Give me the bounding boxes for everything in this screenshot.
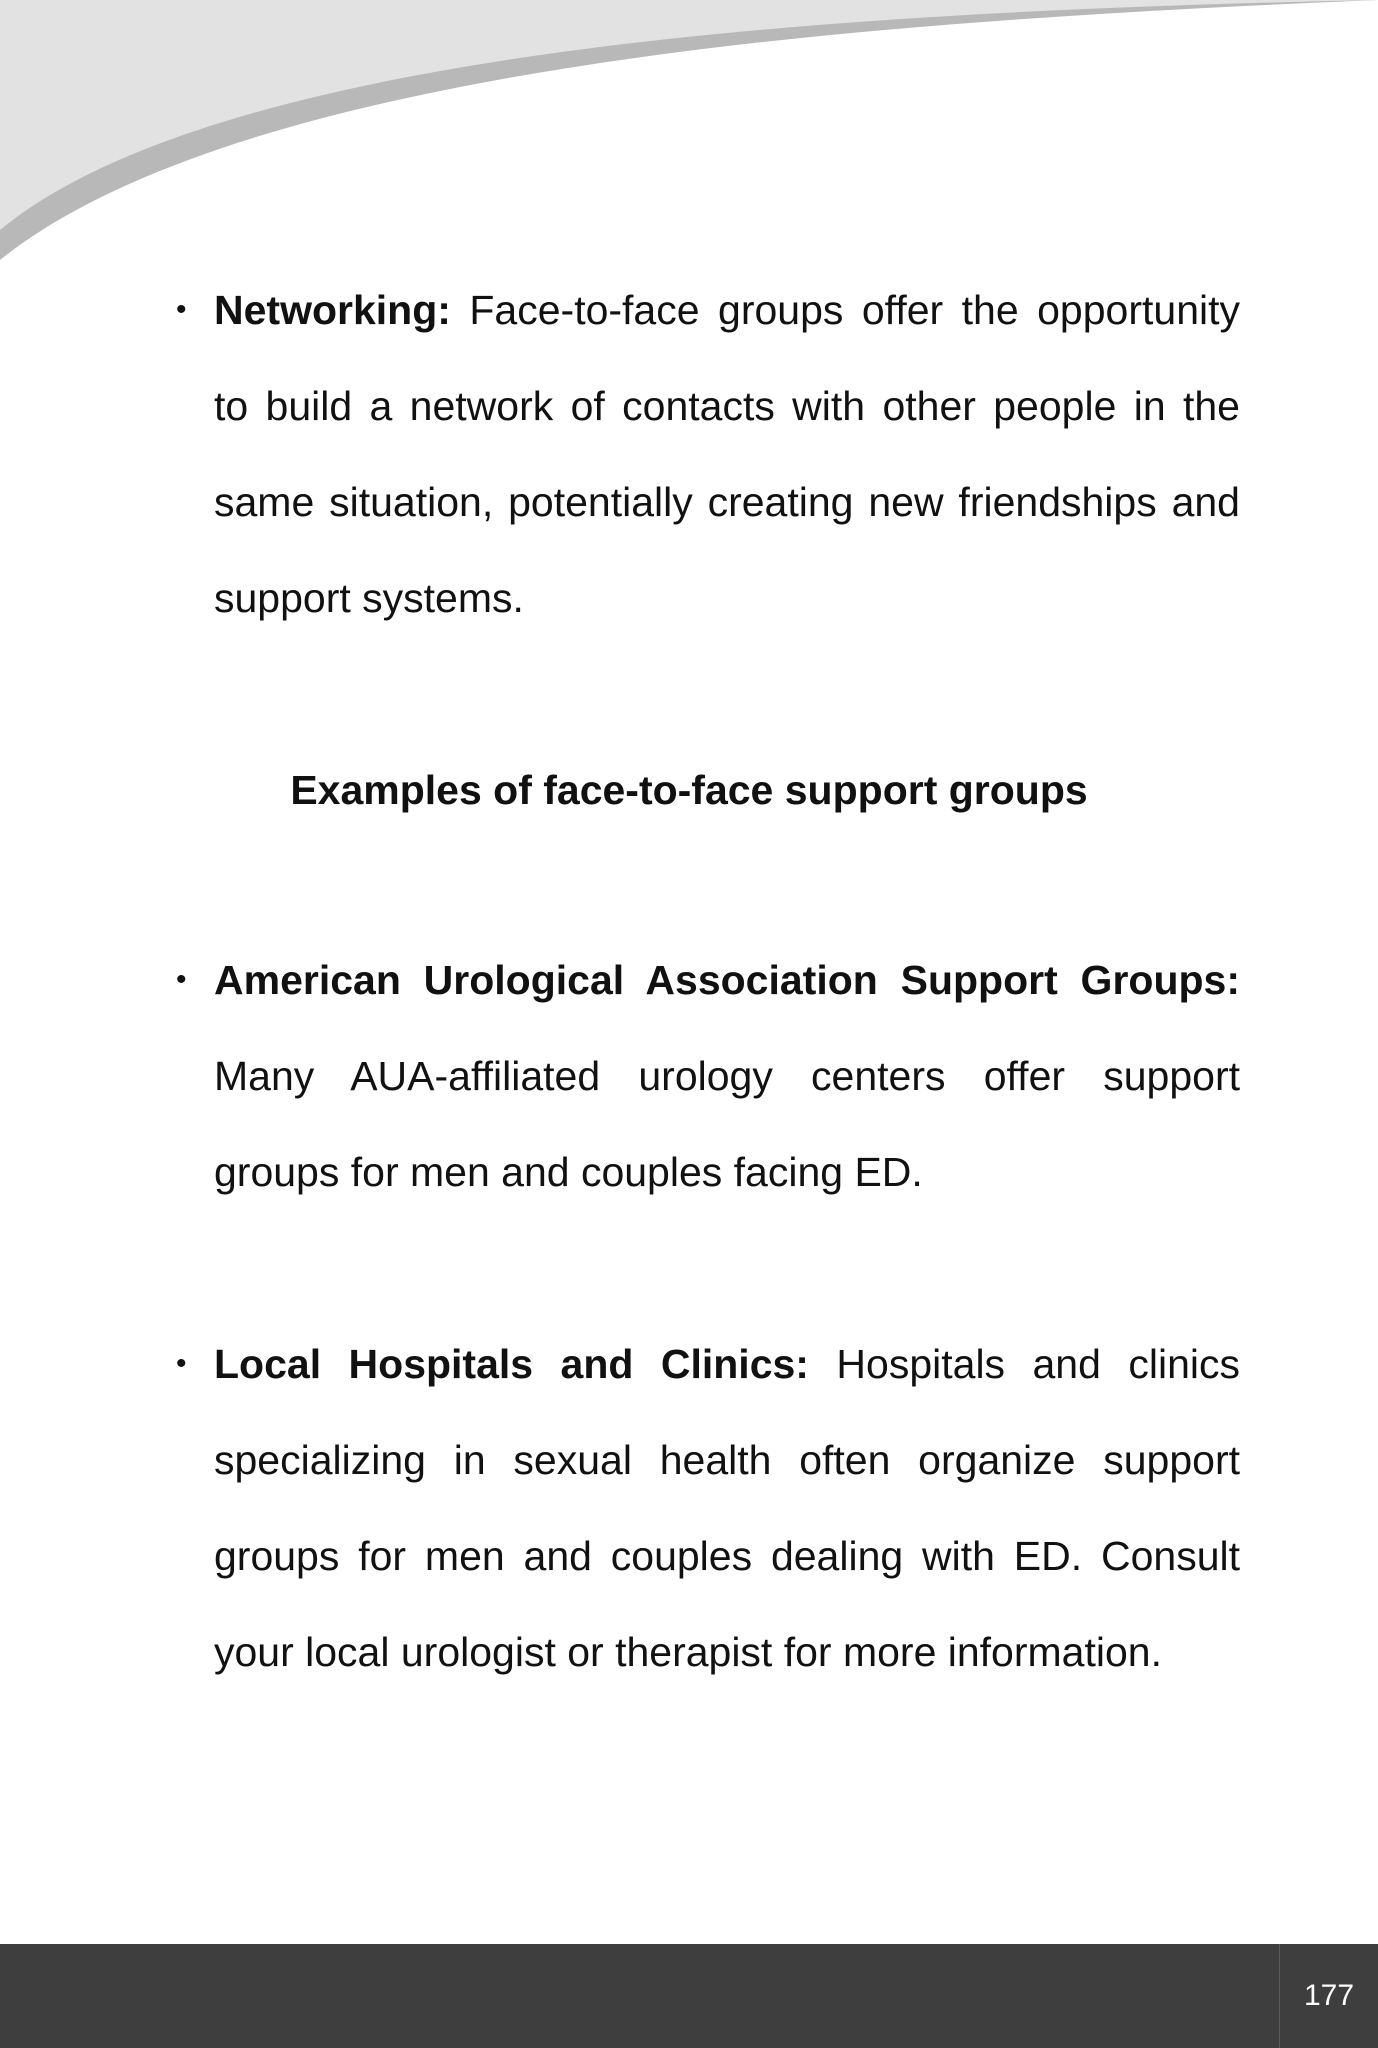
footer-bar — [0, 1944, 1378, 2048]
bullet-term: Networking: — [214, 287, 451, 333]
bullet-term: American Urological Association Support Groups: — [214, 957, 1240, 1003]
bullet-marker: • — [176, 963, 187, 996]
section-heading: Examples of face-to-face support groups — [290, 767, 1088, 813]
bullet-text: Face-to-face groups offer the opportunity to build a network of contacts with other people in the same situation, potentially creating new friendships and support systems. — [214, 287, 1240, 621]
bullet-term: Local Hospitals and Clinics: — [214, 1341, 809, 1387]
bullet-text: Many AUA-affiliated urology centers offer support groups for men and couples facing ED. — [214, 1053, 1240, 1195]
bullet-local-hospitals — [176, 1316, 1240, 1700]
bullet-networking — [176, 262, 1240, 646]
bullet-aua-support-groups — [176, 932, 1240, 1220]
bullet-marker: • — [176, 293, 187, 326]
bullet-text: Hospitals and clinics specializing in sexual health often organize support groups for men and couples dealing with ED. Consult your local urologist or therapist for more information. — [214, 1341, 1240, 1675]
bullet-marker: • — [176, 1347, 187, 1380]
page-number: 177 — [1279, 1944, 1378, 2048]
